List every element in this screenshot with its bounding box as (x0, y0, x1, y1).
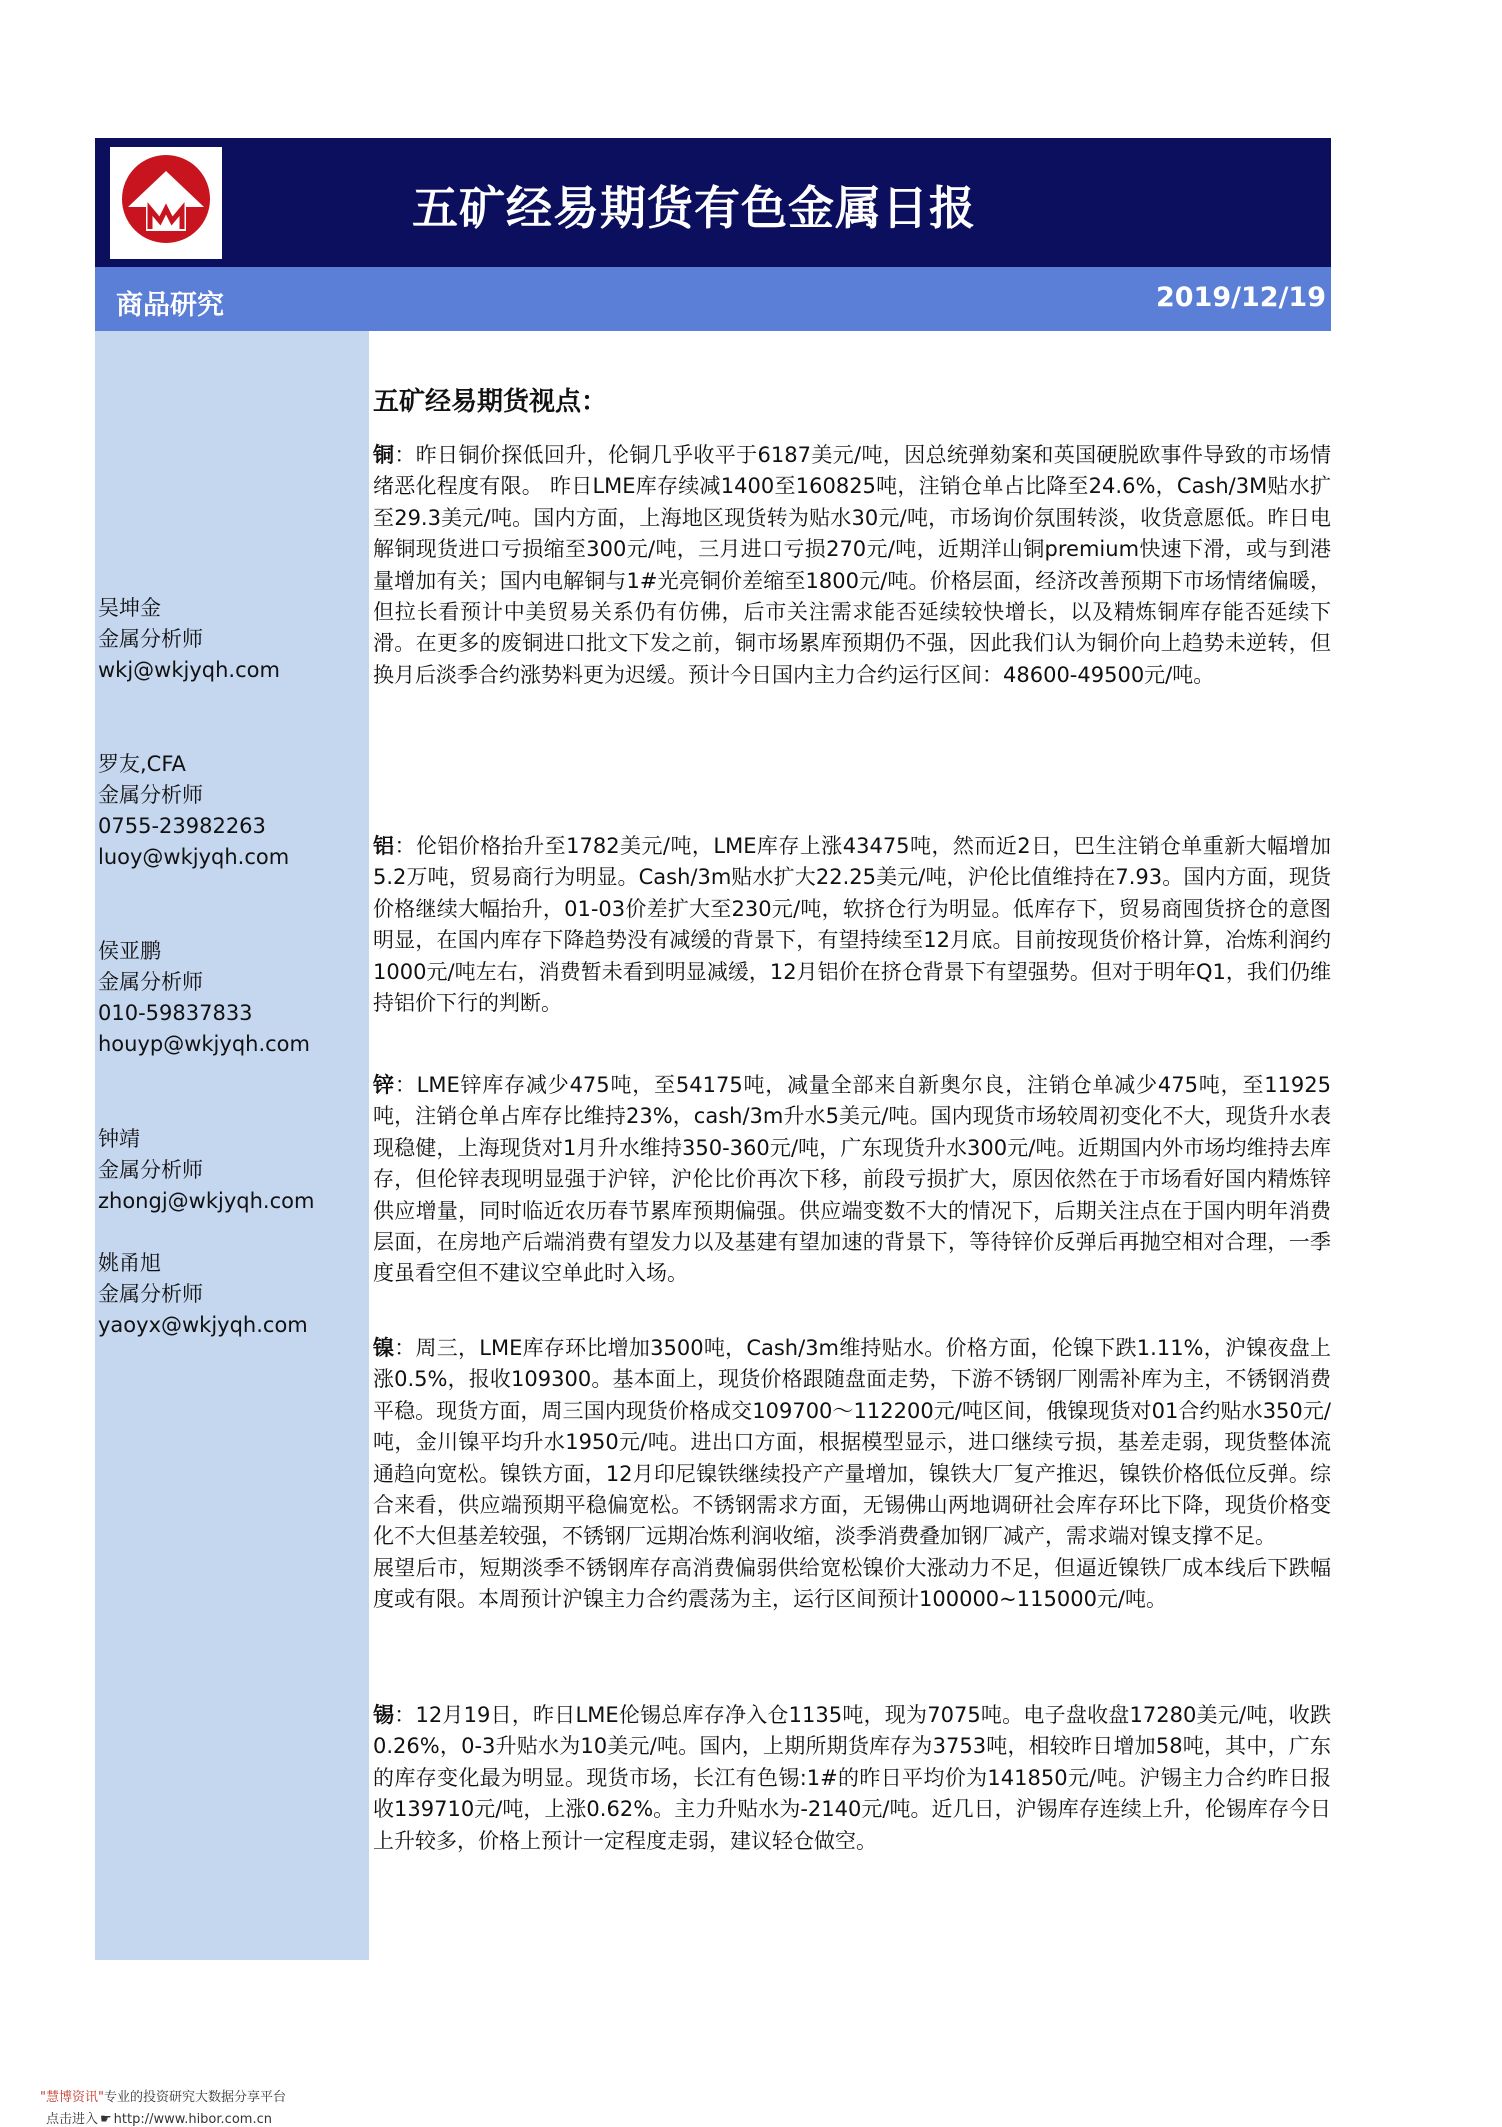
analyst-card (98, 593, 368, 686)
analyst-title: 金属分析师 (98, 627, 203, 651)
analyst-email[interactable]: zhongj@wkjyqh.com (98, 1189, 315, 1213)
report-date: 2019/12/19 (1155, 282, 1326, 313)
copper-section (373, 440, 1331, 691)
zinc-section (373, 1070, 1331, 1290)
analyst-name: 吴坤金 (98, 596, 161, 620)
footer-brand-line (40, 2086, 286, 2105)
footer-click-text: 点击进入 (46, 2112, 99, 2127)
footer-link-line (46, 2108, 272, 2127)
section-text: 伦铝价格抬升至1782美元/吨，LME库存上涨43475吨，然而近2日，巴生注销仓单重新大幅增加5.2万吨，贸易商行为明显。Cash/3m贴水扩大22.25美元/吨，沪伦比值维持在7.93。国内方面，现货价格继续大幅抬升，01-03价差扩大至230元/吨，软挤仓行为明显。低库存下，贸易商囤货挤仓的意图明显，在国内库存下降趋势没有减缓的背景下，有望持续至12月底。目前按现货价格计算，冶炼利润约1000元/吨左右，消费暂未看到明显减缓，12月铝价在挤仓背景下有望强势。但对于明年Q1，我们仍维持铝价下行的判断。 (373, 834, 1332, 1016)
nickel-section (373, 1333, 1331, 1616)
minmetals-logo (110, 147, 222, 259)
section-label: 商品研究 (116, 290, 224, 321)
analyst-email[interactable]: houyp@wkjyqh.com (98, 1032, 310, 1056)
section-text: 12月19日，昨日LME伦锡总库存净入仓1135吨，现为7075吨。电子盘收盘17280美元/吨，收跌0.26%，0-3升贴水为10美元/吨。国内，上期所期货库存为3753吨，相较昨日增加58吨，其中，广东的库存变化最为明显。现货市场，长江有色锡:1#的昨日平均价为141850元/吨。沪锡主力合约昨日报收139710元/吨，上涨0.62%。主力升贴水为-2140元/吨。近几日，沪锡库存连续上升，伦锡库存今日上升较多，价格上预计一定程度走弱，建议轻仓做空。 (373, 1703, 1332, 1853)
footer-tagline: 专业的投资研究大数据分享平台 (103, 2090, 286, 2105)
view-heading: 五矿经易期货视点： (373, 387, 608, 417)
analyst-name: 姚甬旭 (98, 1251, 161, 1275)
metal-separator: ： (394, 1703, 416, 1727)
metal-label: 铝 (373, 834, 395, 858)
metal-label: 锌 (373, 1073, 395, 1097)
analyst-card (98, 1124, 368, 1217)
analyst-card (98, 936, 368, 1060)
analyst-card (98, 749, 368, 873)
section-text: LME锌库存减少475吨，至54175吨，减量全部来自新奥尔良，注销仓单减少475吨，至11925吨，注销仓单占库存比维持23%，cash/3m升水5美元/吨。国内现货市场较周初变化不大，现货升水表现稳健，上海现货对1月升水维持350-360元/吨，广东现货升水300元/吨。近期国内外市场均维持去库存，但伦锌表现明显强于沪锌，沪伦比价再次下移，前段亏损扩大，原因依然在于市场看好国内精炼锌供应增量，同时临近农历春节累库预期偏强。供应端变数不大的情况下，后期关注点在于国内明年消费层面，在房地产后端消费有望发力以及基建有望加速的背景下，等待锌价反弹后再抛空相对合理，一季度虽看空但不建议空单此时入场。 (373, 1073, 1332, 1286)
metal-label: 铜 (373, 443, 395, 467)
analyst-name: 侯亚鹏 (98, 939, 161, 963)
analyst-title: 金属分析师 (98, 1158, 203, 1182)
analyst-email[interactable]: luoy@wkjyqh.com (98, 845, 290, 869)
tin-section (373, 1700, 1331, 1857)
analyst-phone: 0755-23982263 (98, 814, 266, 838)
footer-brand: "慧博资讯" (40, 2090, 104, 2105)
metal-separator: ： (394, 834, 416, 858)
analyst-name: 罗友,CFA (98, 752, 186, 776)
metal-label: 镍 (373, 1336, 395, 1360)
metal-separator: ： (394, 1336, 416, 1360)
analyst-name: 钟靖 (98, 1127, 140, 1151)
report-title: 五矿经易期货有色金属日报 (412, 181, 976, 235)
analyst-email[interactable]: yaoyx@wkjyqh.com (98, 1313, 308, 1337)
analyst-title: 金属分析师 (98, 1282, 203, 1306)
section-text: 周三，LME库存环比增加3500吨，Cash/3m维持贴水。价格方面，伦镍下跌1.11%，沪镍夜盘上涨0.5%，报收109300。基本面上，现货价格跟随盘面走势，下游不锈钢厂刚需补库为主，不锈钢消费平稳。现货方面，周三国内现货价格成交109700～112200元/吨区间，俄镍现货对01合约贴水350元/吨，金川镍平均升水1950元/吨。进出口方面，根据模型显示，进口继续亏损，基差走弱，现货整体流通趋向宽松。镍铁方面，12月印尼镍铁继续投产产量增加，镍铁大厂复产推迟，镍铁价格低位反弹。综合来看，供应端预期平稳偏宽松。不锈钢需求方面，无锡佛山两地调研社会库存环比下降，现货价格变化不大但基差较强，不锈钢厂远期冶炼利润收缩，淡季消费叠加钢厂减产，需求端对镍支撑不足。 (373, 1336, 1332, 1549)
analyst-title: 金属分析师 (98, 783, 203, 807)
analyst-card (98, 1248, 368, 1341)
analyst-phone: 010-59837833 (98, 1001, 253, 1025)
footer-url-link[interactable]: http://www.hibor.com.cn (113, 2112, 272, 2127)
sub-band (95, 267, 1331, 331)
section-text: 昨日铜价探低回升，伦铜几乎收平于6187美元/吨，因总统弹劾案和英国硬脱欧事件导致的市场情绪恶化程度有限。 昨日LME库存续减1400至160825吨，注销仓单占比降至24.6%，Cash/3M贴水扩至29.3美元/吨。国内方面，上海地区现货转为贴水30元/吨，市场询价氛围转淡，收货意愿低。昨日电解铜现货进口亏损缩至300元/吨，三月进口亏损270元/吨，近期洋山铜premium快速下滑，或与到港量增加有关；国内电解铜与1#光亮铜价差缩至1800元/吨。价格层面，经济改善预期下市场情绪偏暖，但拉长看预计中美贸易关系仍有仿佛，后市关注需求能否延续较快增长，以及精炼铜库存能否延续下滑。在更多的废铜进口批文下发之前，铜市场累库预期仍不强，因此我们认为铜价向上趋势未逆转，但换月后淡季合约涨势料更为迟缓。预计今日国内主力合约运行区间：48600-49500元/吨。 (373, 443, 1332, 687)
metal-separator: ： (394, 443, 416, 467)
hand-cursor-icon: ☛ (100, 2112, 112, 2127)
section-outlook: 展望后市，短期淡季不锈钢库存高消费偏弱供给宽松镍价大涨动力不足，但逼近镍铁厂成本线后下跌幅度或有限。本周预计沪镍主力合约震荡为主，运行区间预计100000~115000元/吨。 (373, 1555, 1331, 1612)
analyst-title: 金属分析师 (98, 970, 203, 994)
metal-separator: ： (394, 1073, 417, 1097)
analyst-email[interactable]: wkj@wkjyqh.com (98, 658, 280, 682)
metal-label: 锡 (373, 1703, 395, 1727)
aluminium-section (373, 831, 1331, 1019)
